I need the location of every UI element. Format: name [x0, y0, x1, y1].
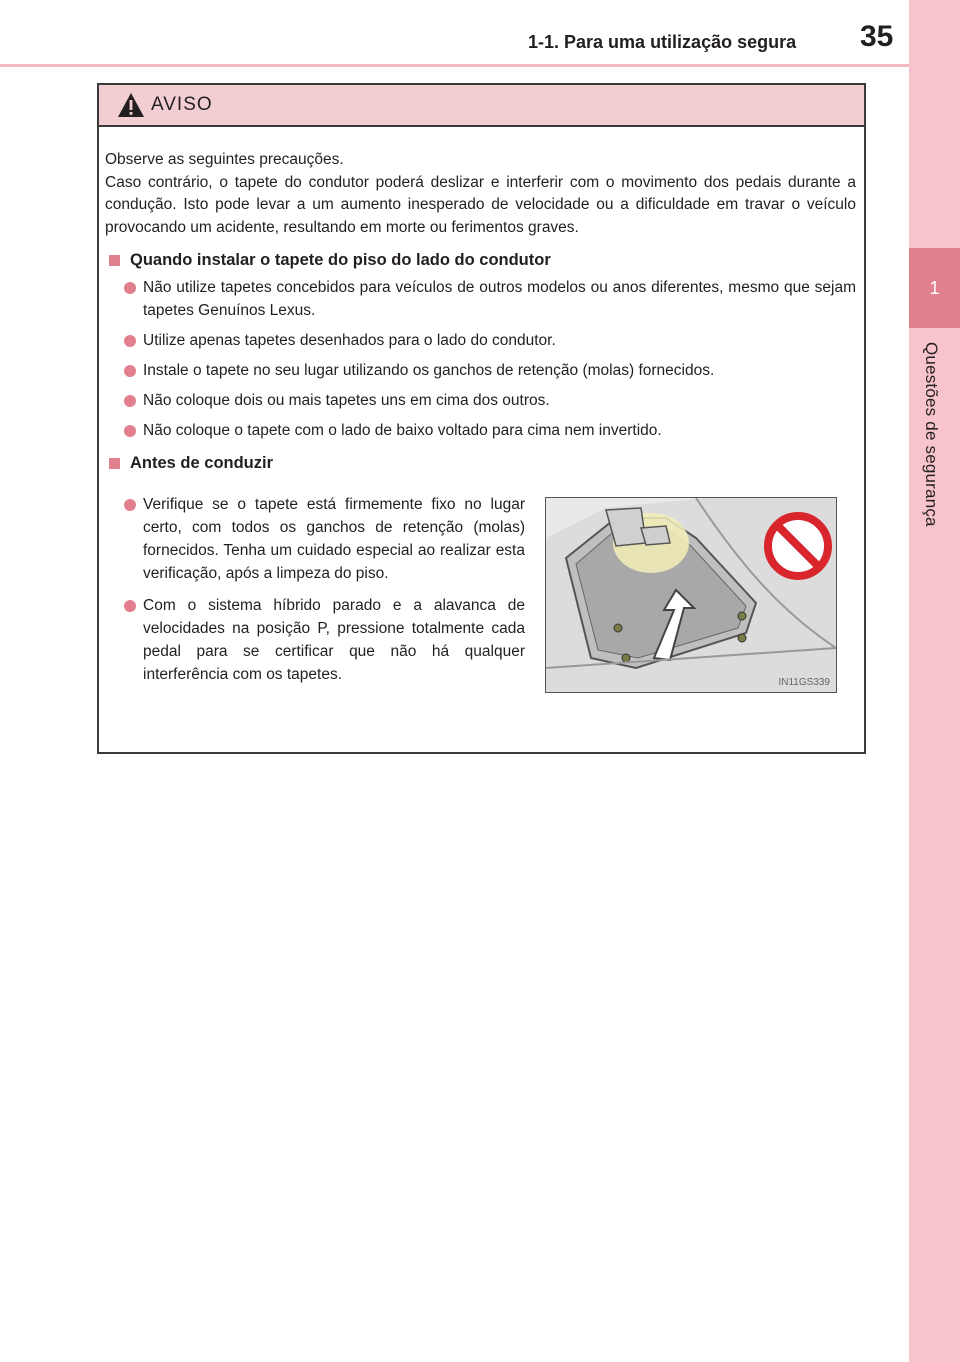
section-title: 1-1. Para uma utilização segura — [528, 32, 797, 52]
list-item: Instale o tapete no seu lugar utilizando os ganchos de retenção (molas) fornecidos. — [105, 359, 856, 382]
figure-code: IN11GS339 — [778, 677, 830, 688]
section-heading — [105, 251, 856, 270]
intro-line: Caso contrário, o tapete do condutor poderá deslizar e interferir com o movimento dos pedais durante a condução. Isto pode levar a um aumento inesperado de velocidade ou a dificuldade em travar o veículo provocando um acidente, resultando em morte ou ferimentos graves. — [105, 173, 856, 236]
bullet-list — [105, 493, 525, 695]
page-number: 35 — [860, 20, 894, 53]
list-item: Não coloque o tapete com o lado de baixo voltado para cima nem invertido. — [105, 419, 856, 442]
warning-header — [99, 85, 864, 127]
list-item: Não utilize tapetes concebidos para veículos de outros modelos ou anos diferentes, mesmo que sejam tapetes Genuínos Lexus. — [105, 276, 856, 322]
floor-mat-illustration — [545, 497, 837, 693]
section-heading-text: Antes de conduzir — [130, 454, 274, 472]
square-bullet-icon — [109, 255, 120, 266]
section-heading-text: Quando instalar o tapete do piso do lado do condutor — [130, 251, 551, 269]
bullet-dot-icon — [124, 499, 136, 511]
bullet-dot-icon — [124, 425, 136, 437]
intro-line: Observe as seguintes precauções. — [105, 151, 344, 168]
bullet-dot-icon — [124, 335, 136, 347]
warning-box — [97, 83, 866, 754]
list-item: Utilize apenas tapetes desenhados para o lado do condutor. — [105, 329, 856, 352]
chapter-title: Questões de segurança — [922, 342, 941, 527]
bullet-dot-icon — [124, 282, 136, 294]
warning-label: AVISO — [151, 94, 213, 115]
section2-row — [105, 487, 856, 695]
section-heading — [105, 454, 856, 473]
square-bullet-icon — [109, 458, 120, 469]
bullet-dot-icon — [124, 365, 136, 377]
list-item: Verifique se o tapete está firmemente fixo no lugar certo, com todos os ganchos de retenção (molas) fornecidos. Tenha um cuidado especial ao realizar esta verificação, após a limpeza do piso. — [105, 493, 525, 585]
bullet-list — [105, 276, 856, 442]
bullet-dot-icon — [124, 395, 136, 407]
list-item: Não coloque dois ou mais tapetes uns em cima dos outros. — [105, 389, 856, 412]
list-item: Com o sistema híbrido parado e a alavanca de velocidades na posição P, pressione totalmente cada pedal para se certificar que não há qualquer interferência com os tapetes. — [105, 594, 525, 686]
floor-mat-drawing — [546, 498, 836, 692]
chapter-number: 1 — [909, 248, 960, 328]
prohibited-sign-icon — [768, 516, 828, 576]
warning-triangle-icon — [117, 92, 145, 118]
header-divider — [0, 64, 909, 67]
warning-intro — [105, 149, 856, 239]
side-tab — [909, 0, 960, 1362]
warning-body — [99, 149, 864, 695]
bullet-dot-icon — [124, 600, 136, 612]
